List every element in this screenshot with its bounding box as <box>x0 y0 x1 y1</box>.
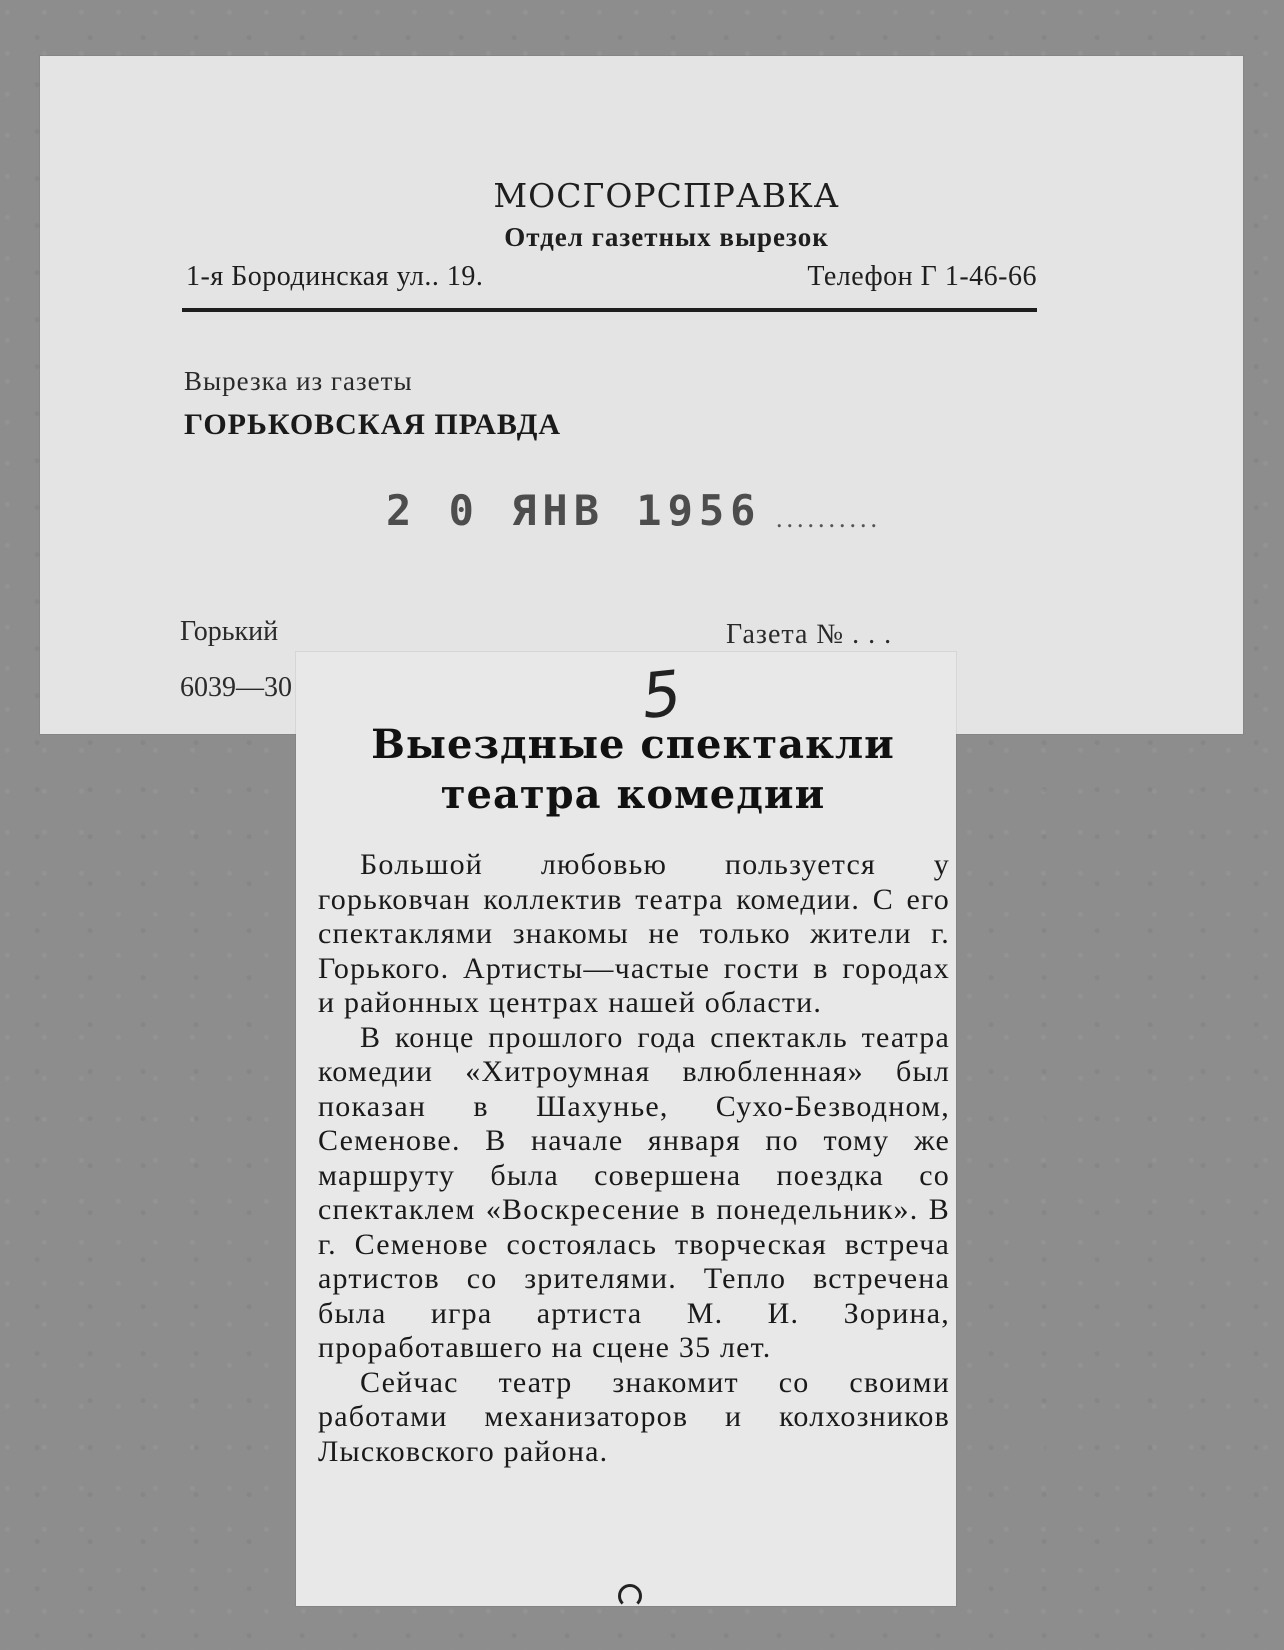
newspaper-name: ГОРЬКОВСКАЯ ПРАВДА <box>184 408 562 441</box>
department-name: Отдел газетных вырезок <box>504 222 829 252</box>
clipping-service-form <box>40 56 1243 734</box>
address: 1-я Бородинская ул.. 19. <box>186 261 484 292</box>
phone: Телефон Г 1-46-66 <box>807 261 1037 292</box>
headline-line-2: театра комедии <box>440 771 826 818</box>
header-divider <box>182 308 1037 312</box>
paragraph: Сейчас театр знакомит со своими работами механизаторов и колхозников Лысковского района. <box>318 1365 950 1468</box>
handwritten-number: 5 <box>639 655 684 734</box>
paragraph: Большой любовью пользуется у горьковчан коллектив театра комедии. С его спектаклями знакомы не только жители г. Горького. Артисты—частые гости в городах и районных центрах нашей области. <box>318 848 950 1019</box>
clipping-label: Вырезка из газеты <box>184 366 413 396</box>
article-headline <box>296 720 956 820</box>
printer-mark-icon <box>618 1584 642 1608</box>
date-dots: .......... <box>776 504 881 533</box>
paragraph: В конце прошлого года спектакль театра комедии «Хитроумная влюбленная» был показан в Шахунье, Сухо-Безводном, Семенове. В начале января по тому же маршруту была совершена поездка со спектаклем «Воскресение в понедельник». В г. Семенове состоялась творческая встреча артистов со зрителями. Тепло встречена была игра артиста М. И. Зорина, проработавшего на сцене 35 лет. <box>318 1020 950 1364</box>
city: Горький <box>180 616 279 647</box>
article-body <box>318 848 950 1469</box>
order-number: 6039—30 <box>180 672 292 703</box>
organization-name: МОСГОРСПРАВКА <box>493 176 840 215</box>
newspaper-clipping <box>296 652 956 1606</box>
headline-line-1: Выездные спектакли <box>371 721 895 768</box>
newspaper-number-label: Газета № . . . <box>726 619 893 650</box>
date-stamp: 2 0 ЯНВ 1956 <box>386 486 762 535</box>
